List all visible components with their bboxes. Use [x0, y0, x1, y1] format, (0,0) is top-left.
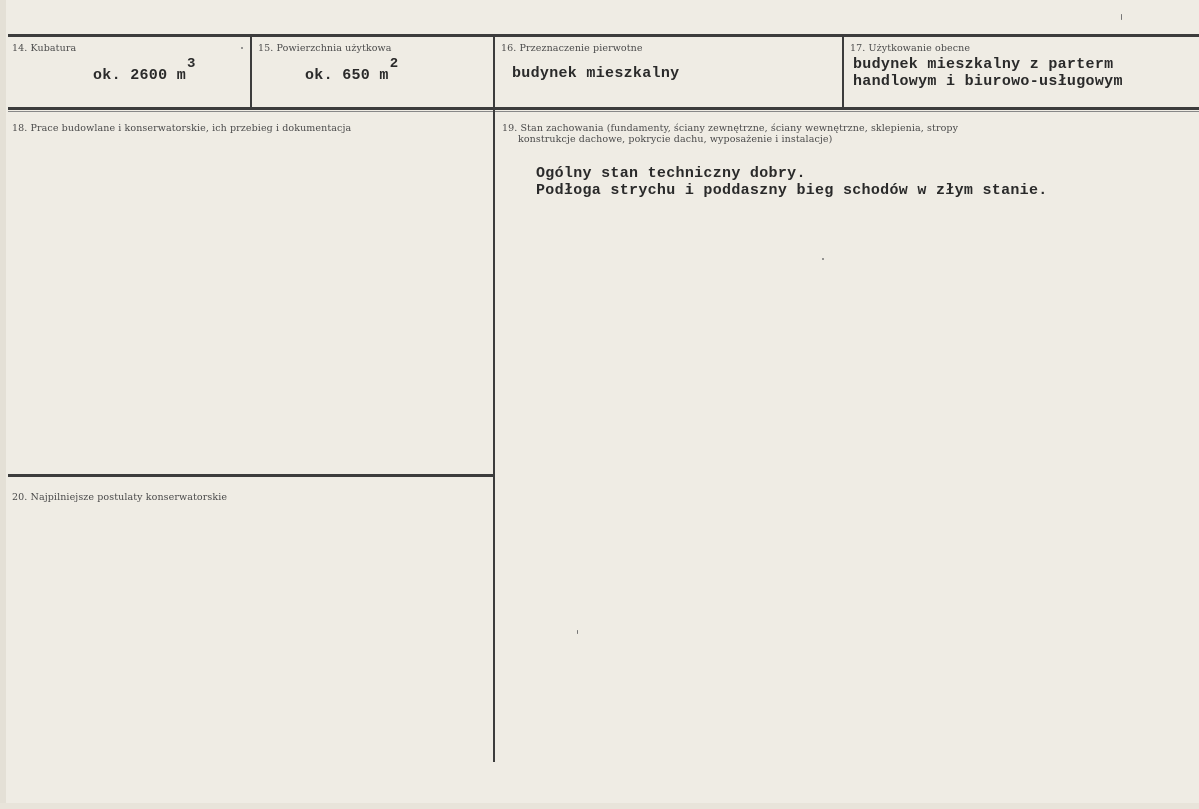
paper-edge-shade: [0, 0, 6, 809]
field-15-value: [305, 56, 399, 84]
field-14-value: [93, 56, 196, 84]
paper-speck: [822, 258, 824, 260]
field-17-value-line-2: handlowym i biurowo-usługowym: [853, 73, 1123, 90]
field-14-mark: [241, 47, 243, 49]
field-15-value-text: ok. 650 m: [305, 67, 389, 84]
field-19-label-line-1: 19. Stan zachowania (fundamenty, ściany zewnętrzne, ściany wewnętrzne, sklepienia, stropy: [502, 123, 959, 134]
field-19-value-line-1: Ogólny stan techniczny dobry.: [536, 165, 806, 182]
divider-16-17: [842, 35, 844, 109]
field-19-label-line-2: konstrukcje dachowe, pokrycie dachu, wyposażenie i instalacje): [518, 134, 833, 145]
paper-speck: [1121, 14, 1122, 20]
top-rule: [8, 34, 1199, 37]
field-17-value-line-1: budynek mieszkalny z parterm: [853, 56, 1114, 73]
field-16-label: 16. Przeznaczenie pierwotne: [501, 43, 643, 54]
field-20-label: 20. Najpilniejsze postulaty konserwatorskie: [12, 492, 228, 503]
paper-bottom-edge: [0, 803, 1199, 809]
field-17-label: 17. Użytkowanie obecne: [850, 43, 971, 54]
paper-speck: [577, 630, 578, 634]
field-14-label: 14. Kubatura: [12, 43, 77, 54]
field-18-20-divider: [8, 474, 494, 477]
upper-section-rule: [8, 107, 1199, 110]
field-19-value-line-2: Podłoga strychu i poddaszny bieg schodów w złym stanie.: [536, 182, 1048, 199]
field-15-value-superscript: 2: [389, 56, 399, 72]
field-15-label: 15. Powierzchnia użytkowa: [258, 43, 392, 54]
divider-14-15: [250, 35, 252, 109]
divider-15-16: [493, 35, 495, 762]
field-14-value-superscript: 3: [187, 56, 196, 72]
field-16-value: budynek mieszkalny: [512, 65, 680, 82]
field-18-label: 18. Prace budowlane i konserwatorskie, ich przebieg i dokumentacja: [12, 123, 352, 134]
field-14-value-text: ok. 2600 m: [93, 67, 187, 84]
upper-section-rule-secondary: [8, 111, 1199, 112]
